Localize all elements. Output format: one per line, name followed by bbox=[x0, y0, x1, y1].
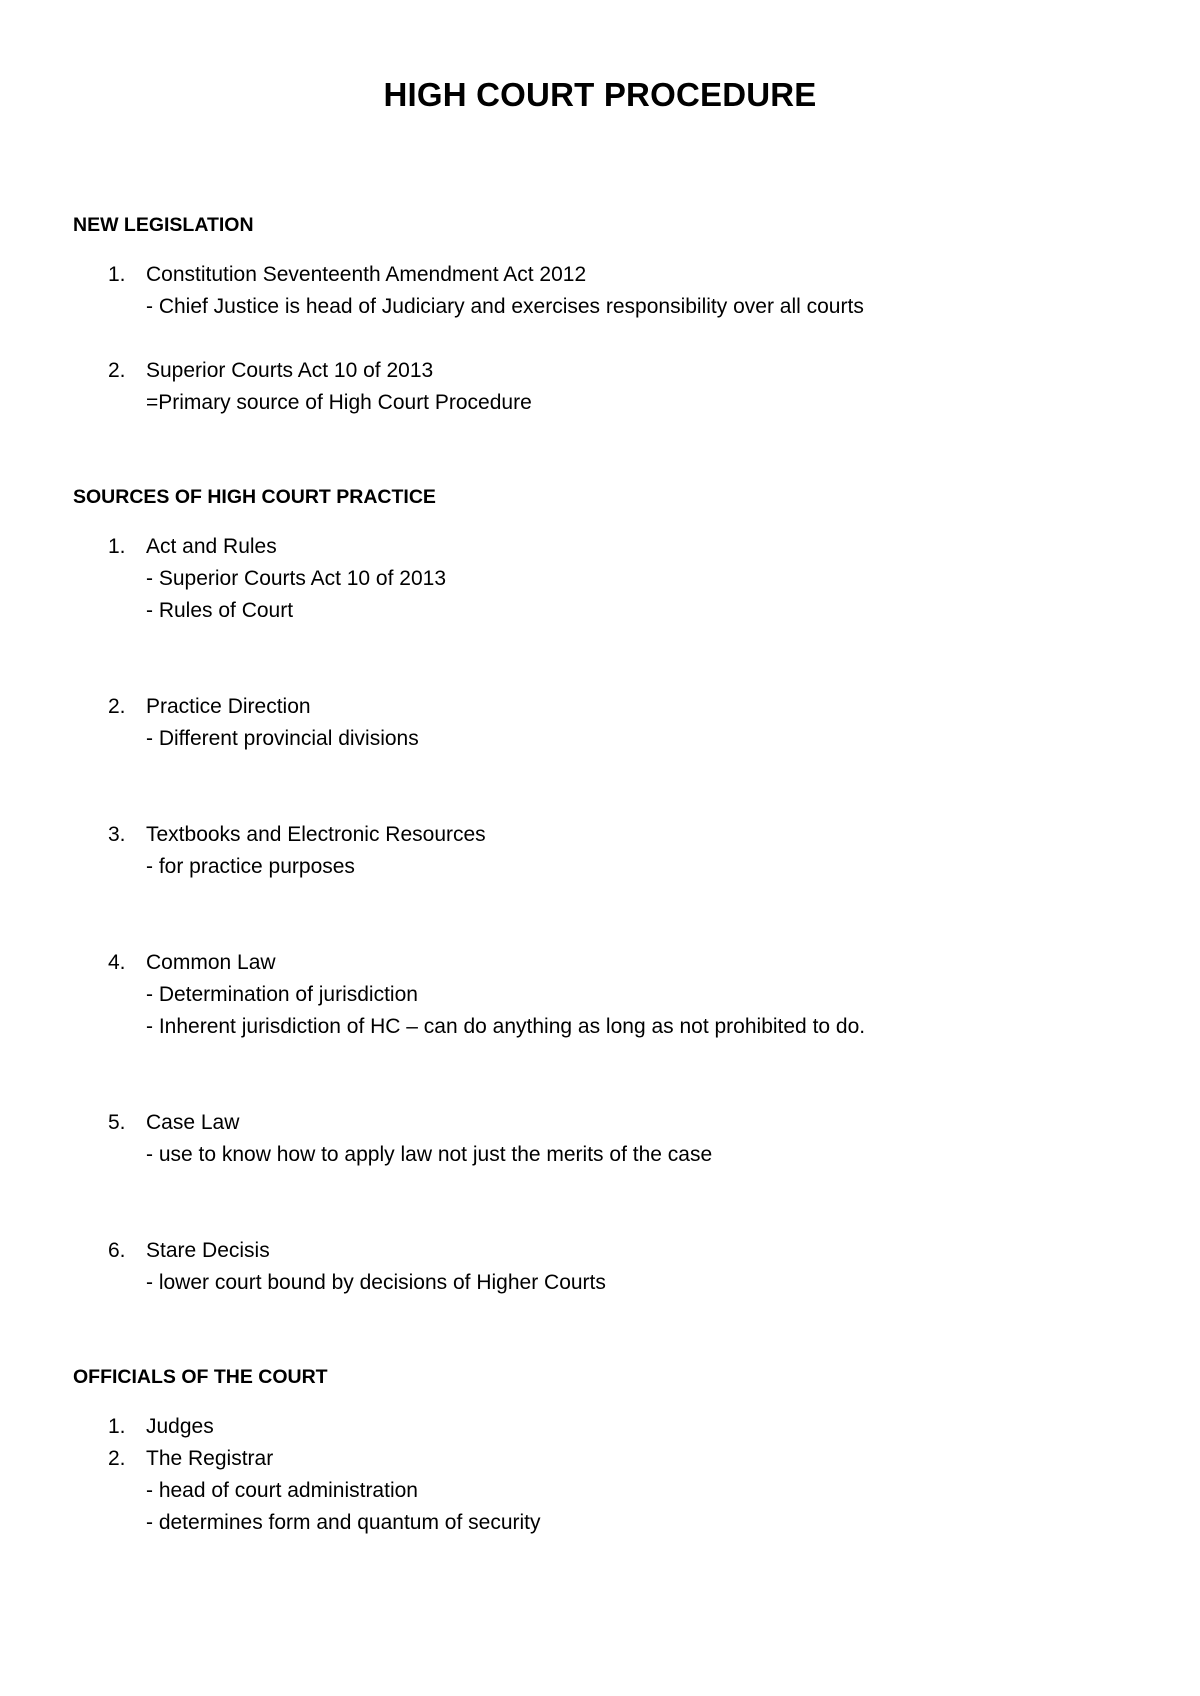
list-item-title: Judges bbox=[146, 1415, 214, 1438]
list-item-title: The Registrar bbox=[146, 1447, 274, 1470]
list-item-title: Case Law bbox=[146, 1111, 240, 1134]
list-item bbox=[108, 1107, 239, 1139]
list-item bbox=[108, 259, 586, 291]
list-item-note: - Rules of Court bbox=[146, 599, 294, 622]
list-item-title: Act and Rules bbox=[146, 535, 277, 558]
list-item bbox=[108, 947, 276, 979]
list-item-note: - for practice purposes bbox=[146, 855, 355, 878]
list-number: 2. bbox=[108, 359, 126, 382]
list-item-title: Practice Direction bbox=[146, 695, 311, 718]
list-item-note: - head of court administration bbox=[146, 1479, 418, 1502]
list-item-title: Stare Decisis bbox=[146, 1239, 270, 1262]
list-item-note: - lower court bound by decisions of Higher Courts bbox=[146, 1271, 606, 1294]
list-item-note: - Superior Courts Act 10 of 2013 bbox=[146, 567, 446, 590]
list-item-note: - Chief Justice is head of Judiciary and exercises responsibility over all courts bbox=[146, 295, 864, 318]
list-item-note: - use to know how to apply law not just the merits of the case bbox=[146, 1143, 713, 1166]
list-item-title: Superior Courts Act 10 of 2013 bbox=[146, 359, 434, 382]
list-item bbox=[108, 1411, 214, 1443]
list-item-title: Common Law bbox=[146, 951, 276, 974]
list-number: 3. bbox=[108, 823, 126, 846]
page-title: HIGH COURT PROCEDURE bbox=[383, 76, 817, 113]
list-item bbox=[108, 1235, 270, 1267]
list-number: 2. bbox=[108, 1447, 126, 1470]
list-item-note: - determines form and quantum of security bbox=[146, 1511, 541, 1534]
list-item bbox=[108, 355, 433, 387]
list-item-title: Textbooks and Electronic Resources bbox=[146, 823, 486, 846]
list-number: 5. bbox=[108, 1111, 126, 1134]
list-number: 1. bbox=[108, 535, 126, 558]
list-number: 1. bbox=[108, 1415, 126, 1438]
list-item-note: - Inherent jurisdiction of HC – can do anything as long as not prohibited to do. bbox=[146, 1015, 866, 1038]
list-item-title: Constitution Seventeenth Amendment Act 2012 bbox=[146, 263, 587, 286]
list-number: 6. bbox=[108, 1239, 126, 1262]
section-heading-sources: SOURCES OF HIGH COURT PRACTICE bbox=[73, 486, 436, 508]
list-number: 1. bbox=[108, 263, 126, 286]
section-heading-new-legislation: NEW LEGISLATION bbox=[73, 214, 254, 236]
list-number: 2. bbox=[108, 695, 126, 718]
section-heading-officials: OFFICIALS OF THE COURT bbox=[73, 1366, 328, 1388]
list-item bbox=[108, 531, 277, 563]
list-item bbox=[108, 1443, 273, 1475]
list-item bbox=[108, 819, 486, 851]
list-item bbox=[108, 691, 311, 723]
list-number: 4. bbox=[108, 951, 126, 974]
list-item-note: =Primary source of High Court Procedure bbox=[146, 391, 532, 414]
list-item-note: - Different provincial divisions bbox=[146, 727, 419, 750]
list-item-note: - Determination of jurisdiction bbox=[146, 983, 418, 1006]
